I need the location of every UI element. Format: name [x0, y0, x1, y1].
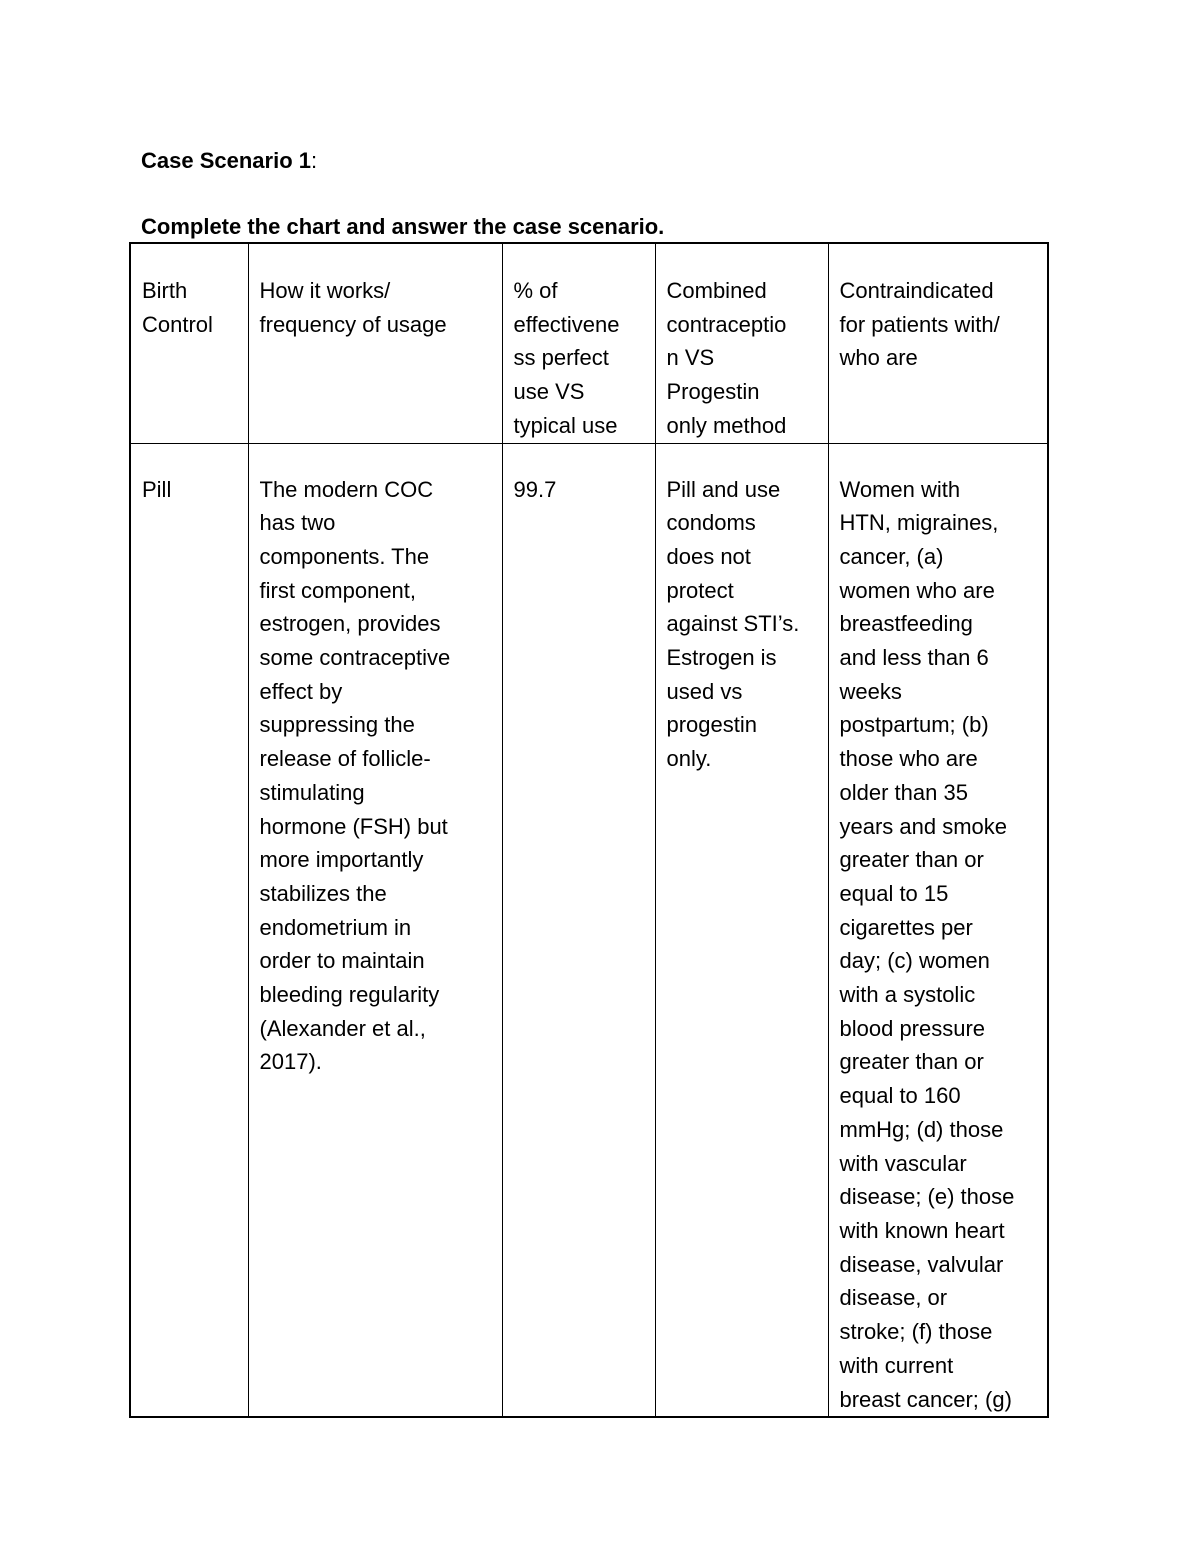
how-it-works-text: The modern COC has two components. The first component, estrogen, provides some contraceptive effect by suppressing the release of follicle- stimulating hormone (FSH) but more importantly stabilizes the endometrium in order to maintain bleeding regularity (Alexander et al., 2017).: [259, 476, 451, 1075]
header-cell-how-it-works: [248, 243, 502, 443]
cell-combined-vs-progestin: [655, 443, 828, 1417]
header-label: How it works/ frequency of usage: [259, 278, 447, 337]
header-label: Contraindicated for patients with/ who are: [839, 278, 1000, 371]
header-label: Birth Control: [142, 278, 213, 337]
case-scenario-title-colon: :: [310, 148, 318, 173]
contraindications-text: Women with HTN, migraines, cancer, (a) women who are breastfeeding and less than 6 weeks postpartum; (b) those who are older than 35 years and smoke greater than or equal to 15 cigarettes per day; (c) women with a systolic blood pressure greater than or equal to 160 mmHg; (d) those with vascular disease; (e) those with known heart disease, valvular disease, or stroke; (f) those with current breast cancer; (g): [839, 476, 1015, 1412]
header-cell-combined-vs-progestin: [655, 243, 828, 443]
table-header-row: [130, 243, 1048, 443]
combined-vs-progestin-text: Pill and use condoms does not protect against STI’s. Estrogen is used vs progestin only.: [666, 476, 800, 772]
header-cell-birth-control: [130, 243, 248, 443]
header-cell-contraindicated: [828, 243, 1048, 443]
method-text: Pill: [142, 476, 172, 502]
birth-control-chart: [129, 242, 1049, 1418]
cell-how-it-works: [248, 443, 502, 1417]
header-label: % of effectivene ss perfect use VS typical use: [513, 278, 620, 438]
cell-contraindications: [828, 443, 1048, 1417]
cell-method: [130, 443, 248, 1417]
header-label: Combined contraceptio n VS Progestin only method: [666, 278, 787, 438]
case-scenario-title-bold: Case Scenario 1: [141, 148, 311, 173]
effectiveness-text: 99.7: [513, 476, 557, 502]
instruction-text: Complete the chart and answer the case scenario.: [141, 214, 665, 239]
table-row: [130, 443, 1048, 1417]
cell-effectiveness: [502, 443, 655, 1417]
header-cell-effectiveness: [502, 243, 655, 443]
case-scenario-title: [141, 146, 317, 176]
